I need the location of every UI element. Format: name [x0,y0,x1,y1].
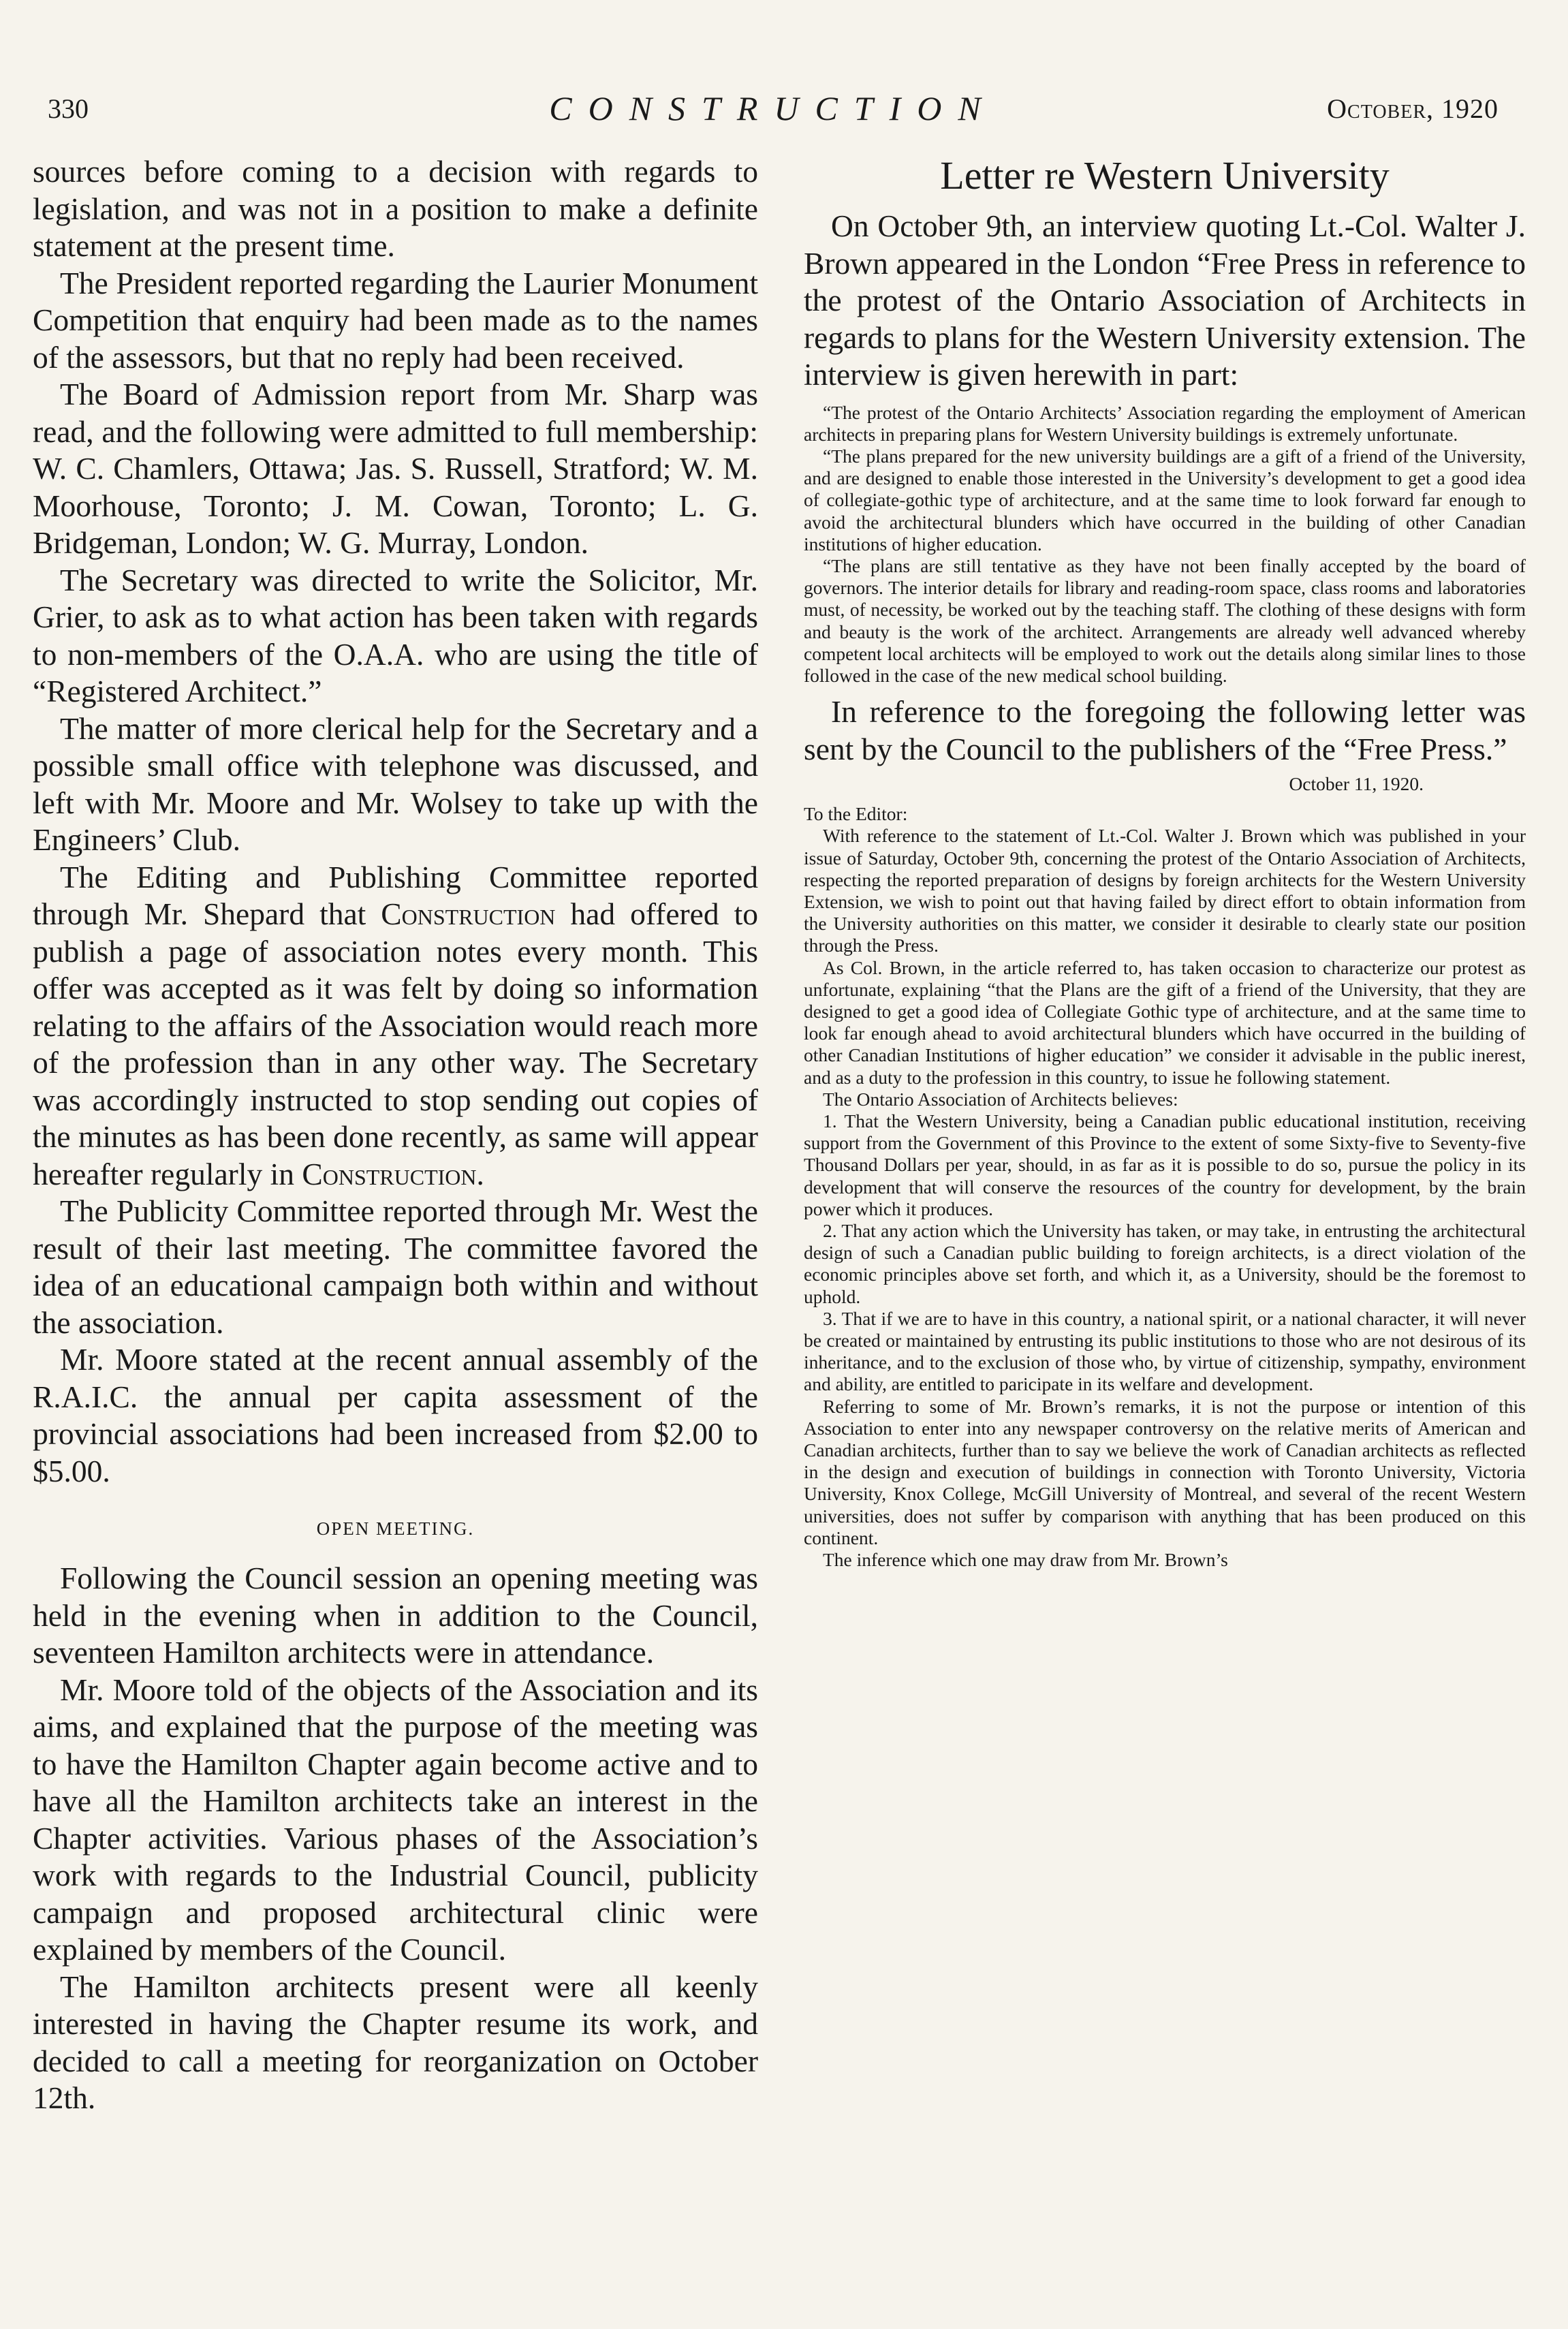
letter-paragraph: As Col. Brown, in the article referred to, has taken occasion to characterize our protest as unfortunate, explaining “that the Plans are the gift of a friend of the University, that they are designed to get a good idea of Collegiate Gothic type of architecture, and at the same time to look far enough ahead to avoid architectural blunders which have occurred in the building of other Canadian Institutions of higher education” we consider it advisable in the public inerest, and as a duty to the profession in this country, to issue he following statement. [804,956,1526,1088]
paragraph: The Hamilton architects present were all keenly interested in having the Chapter resume its work, and decided to call a meeting for reorganization on October 12th. [33,1969,758,2115]
right-column [804,153,1526,1578]
paragraph: sources before coming to a decision with regards to legislation, and was not in a position to make a definite statement at the present time. [33,154,758,263]
page-number: 330 [48,93,89,124]
text-run: . [476,1156,484,1191]
paragraph: The matter of more clerical help for the Secretary and a possible small office with telephone was discussed, and left with Mr. Moore and Mr. Wolsey to take up with the Engineers’ Club. [33,710,758,857]
paragraph: On October 9th, an interview quoting Lt.-Col. Walter J. Brown appeared in the London “Free Press in reference to the protest of the Ontario Association of Architects in regards to plans for the Western University extension. The interview is given herewith in part: [804,208,1526,392]
issue-date: October, 1920 [1327,93,1499,124]
journal-title: CONSTRUCTION [549,89,997,127]
journal-name-smallcaps: Construction [302,1156,477,1191]
quote-paragraph: “The plans prepared for the new university buildings are a gift of a friend of the University, and are designed to enable those interested in the University’s development to get a good idea of collegiate-gothic type of architecture, and at the same time to look forward far enough to avoid the architectural blunders which have occurred in the building of other Canadian institutions of higher education. [804,445,1526,554]
letter-paragraph: 3. That if we are to have in this country, a national spirit, or a national character, it will never be created or maintained by entrusting its public institutions to those who are not desirous of its inheritance, and to the exclusion of those who, by virtue of citizenship, sympathy, environment and ability, are entitled to paricipate in its welfare and development. [804,1307,1526,1395]
paragraph: Following the Council session an opening meeting was held in the evening when in addition to the Council, seventeen Hamilton architects were in attendance. [33,1561,758,1670]
journal-name-smallcaps: Construction [381,896,556,931]
paragraph: In reference to the foregoing the following letter was sent by the Council to the publishers of the “Free Press.” [804,694,1526,766]
letter-paragraph: With reference to the statement of Lt.-Col. Walter J. Brown which was published in your issue of Saturday, October 9th, concerning the protest of the Ontario Association of Architects, respecting the reported preparation of designs by foreign architects for the Western University Extension, we wish to point out that having failed by direct effort to obtain information from the University authorities on this matter, we consider it desirable to clearly state our position through the Press. [804,825,1526,956]
paragraph: Mr. Moore stated at the recent annual assembly of the R.A.I.C. the annual per capita assessment of the provincial associations had been increased from $2.00 to $5.00. [33,1342,758,1488]
left-column [33,153,758,2117]
article-title: Letter re Western University [940,153,1390,198]
running-header [48,89,1499,143]
text-run: had offered to publish a page of association notes every month. This offer was accepted as it was felt by doing so information relating to the affairs of the Association would reach more of the profession than in any other way. The Secretary was accordingly instructed to stop sending out copies of the minutes as has been done recently, as same will appear hereafter regularly in [33,896,758,1191]
paragraph: The Secretary was directed to write the Solicitor, Mr. Grier, to ask as to what action has been taken with regards to non-members of the O.A.A. who are using the title of “Registered Architect.” [33,562,758,708]
letter-paragraph: The Ontario Association of Architects believes: [823,1088,1178,1110]
paragraph: The Board of Admission report from Mr. Sharp was read, and the following were admitted to full membership: W. C. Chamlers, Ottawa; Jas. S. Russell, Stratford; W. M. Moorhouse, Toronto; J. M. Cowan, Toronto; L. G. Bridgeman, London; W. G. Murray, London. [33,377,758,560]
paragraph: Mr. Moore told of the objects of the Association and its aims, and explained that the purpose of the meeting was to have the Hamilton Chapter again become active and to have all the Hamilton architects take an interest in the Chapter activities. Various phases of the Association’s work with regards to the Industrial Council, publicity campaign and proposed architectural clinic were explained by members of the Council. [33,1672,758,1967]
letter-paragraph: 2. That any action which the University has taken, or may take, in entrusting the architectural design of such a Canadian public building to foreign architects, is a direct violation of the economic principles above set forth, and which it, as a University, should be the foremost to uphold. [804,1220,1526,1307]
letter-paragraph: The inference which one may draw from Mr. Brown’s [823,1549,1228,1571]
letter-body [804,803,1526,1571]
text-run: The Editing and Publishing Committee reported through Mr. Shepard that [33,859,758,931]
quote-paragraph: “The protest of the Ontario Architects’ Association regarding the employment of American architects in preparing plans for Western University buildings is extremely unfortunate. [804,401,1526,445]
letter-paragraph: 1. That the Western University, being a Canadian public educational institution, receiving support from the Government of this Province to the extent of some Sixty-five to Seventy-five Thousand Dollars per year, should, in as far as it is possible to do so, pursue the policy in its development that will conserve the resources of the country for development, by the brain power which it produces. [804,1110,1526,1219]
paragraph: The President reported regarding the Laurier Monument Competition that enquiry had been made as to the names of the assessors, but that no reply had been received. [33,265,758,375]
quote-paragraph: “The plans are still tentative as they have not been finally accepted by the board of governors. The interior details for library and reading-room space, class rooms and laboratories must, of necessity, be worked out by the teaching staff. The clothing of these designs with form and beauty is the work of the architect. Arrangements are already well advanced whereby competent local architects will be employed to work out the details along similar lines to those followed in the case of the new medical school building. [804,554,1526,686]
letter-salutation: To the Editor: [804,803,908,825]
paragraph [33,859,758,1193]
letter-date: October 11, 1920. [1289,773,1424,795]
letter-paragraph: Referring to some of Mr. Brown’s remarks, it is not the purpose or intention of this Association to enter into any newspaper controversy on the relative merits of American and Canadian architects, further than to say we believe the work of Canadian architects as reflected in the design and execution of buildings in connection with Toronto University, Victoria University, Knox College, McGill University of Montreal, and several of the recent Western universities, does not suffer by comparison with anything that has been produced on this continent. [804,1395,1526,1548]
paragraph: The Publicity Committee reported through Mr. West the result of their last meeting. The committee favored the idea of an educational campaign both within and without the association. [33,1193,758,1340]
quoted-interview [804,402,1526,687]
section-subheading: OPEN MEETING. [316,1518,475,1539]
